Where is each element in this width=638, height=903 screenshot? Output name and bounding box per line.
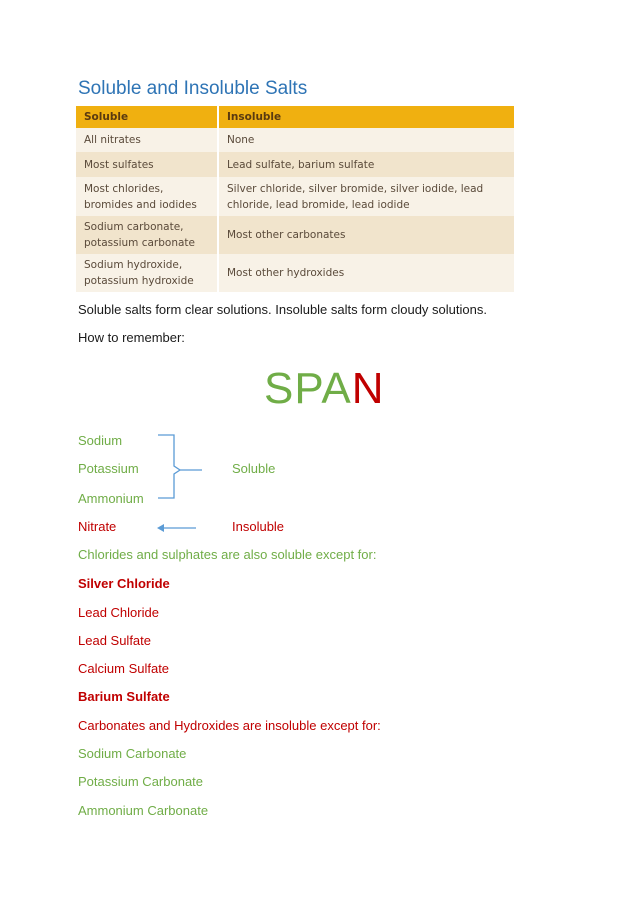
solubility-statement: Soluble salts form clear solutions. Insoluble salts form cloudy solutions. bbox=[78, 302, 487, 317]
exception-sodium-carbonate: Sodium Carbonate bbox=[78, 746, 187, 761]
exception-lead-sulfate: Lead Sulfate bbox=[78, 633, 152, 648]
mnemonic-ammonium: Ammonium bbox=[78, 491, 144, 506]
exception-ammonium-carbonate: Ammonium Carbonate bbox=[78, 803, 209, 818]
page-title: Soluble and Insoluble Salts bbox=[78, 78, 308, 99]
curly-brace-icon bbox=[150, 432, 210, 502]
mnemonic-sodium: Sodium bbox=[78, 433, 123, 448]
insoluble-cell: Silver chloride, silver bromide, silver iodide, lead chloride, lead bromide, lead iodide bbox=[218, 177, 514, 216]
exception-lead-chloride: Lead Chloride bbox=[78, 605, 159, 620]
table-header-row bbox=[76, 106, 514, 128]
table-row bbox=[76, 152, 514, 177]
soluble-cell: All nitrates bbox=[76, 128, 218, 152]
header-insoluble: Insoluble bbox=[218, 106, 514, 128]
header-soluble: Soluble bbox=[76, 106, 218, 128]
exception-calcium-sulfate: Calcium Sulfate bbox=[78, 661, 170, 676]
remember-label: How to remember: bbox=[78, 330, 185, 345]
exception-barium-sulfate: Barium Sulfate bbox=[78, 689, 170, 704]
mnemonic-green-part: SPA bbox=[264, 364, 352, 413]
mnemonic-title bbox=[264, 364, 385, 414]
table-row bbox=[76, 254, 514, 292]
mnemonic-nitrate: Nitrate bbox=[78, 519, 117, 534]
insoluble-label: Insoluble bbox=[232, 519, 285, 534]
table-row bbox=[76, 128, 514, 152]
table-row bbox=[76, 216, 514, 254]
left-arrow-icon bbox=[156, 521, 198, 535]
table-row bbox=[76, 177, 514, 216]
exception-potassium-carbonate: Potassium Carbonate bbox=[78, 774, 204, 789]
soluble-cell: Most sulfates bbox=[76, 152, 218, 177]
chlorides-note: Chlorides and sulphates are also soluble except for: bbox=[78, 547, 377, 562]
insoluble-cell: Most other carbonates bbox=[218, 216, 514, 254]
soluble-cell: Most chlorides, bromides and iodides bbox=[76, 177, 218, 216]
mnemonic-red-part: N bbox=[351, 364, 385, 413]
insoluble-cell: Lead sulfate, barium sulfate bbox=[218, 152, 514, 177]
mnemonic-potassium: Potassium bbox=[78, 461, 139, 476]
soluble-cell: Sodium hydroxide, potassium hydroxide bbox=[76, 254, 218, 292]
salts-table bbox=[76, 106, 514, 292]
exception-silver-chloride: Silver Chloride bbox=[78, 576, 170, 591]
carbonates-note: Carbonates and Hydroxides are insoluble except for: bbox=[78, 718, 381, 733]
soluble-cell: Sodium carbonate, potassium carbonate bbox=[76, 216, 218, 254]
insoluble-cell: None bbox=[218, 128, 514, 152]
soluble-label: Soluble bbox=[232, 461, 276, 476]
insoluble-cell: Most other hydroxides bbox=[218, 254, 514, 292]
